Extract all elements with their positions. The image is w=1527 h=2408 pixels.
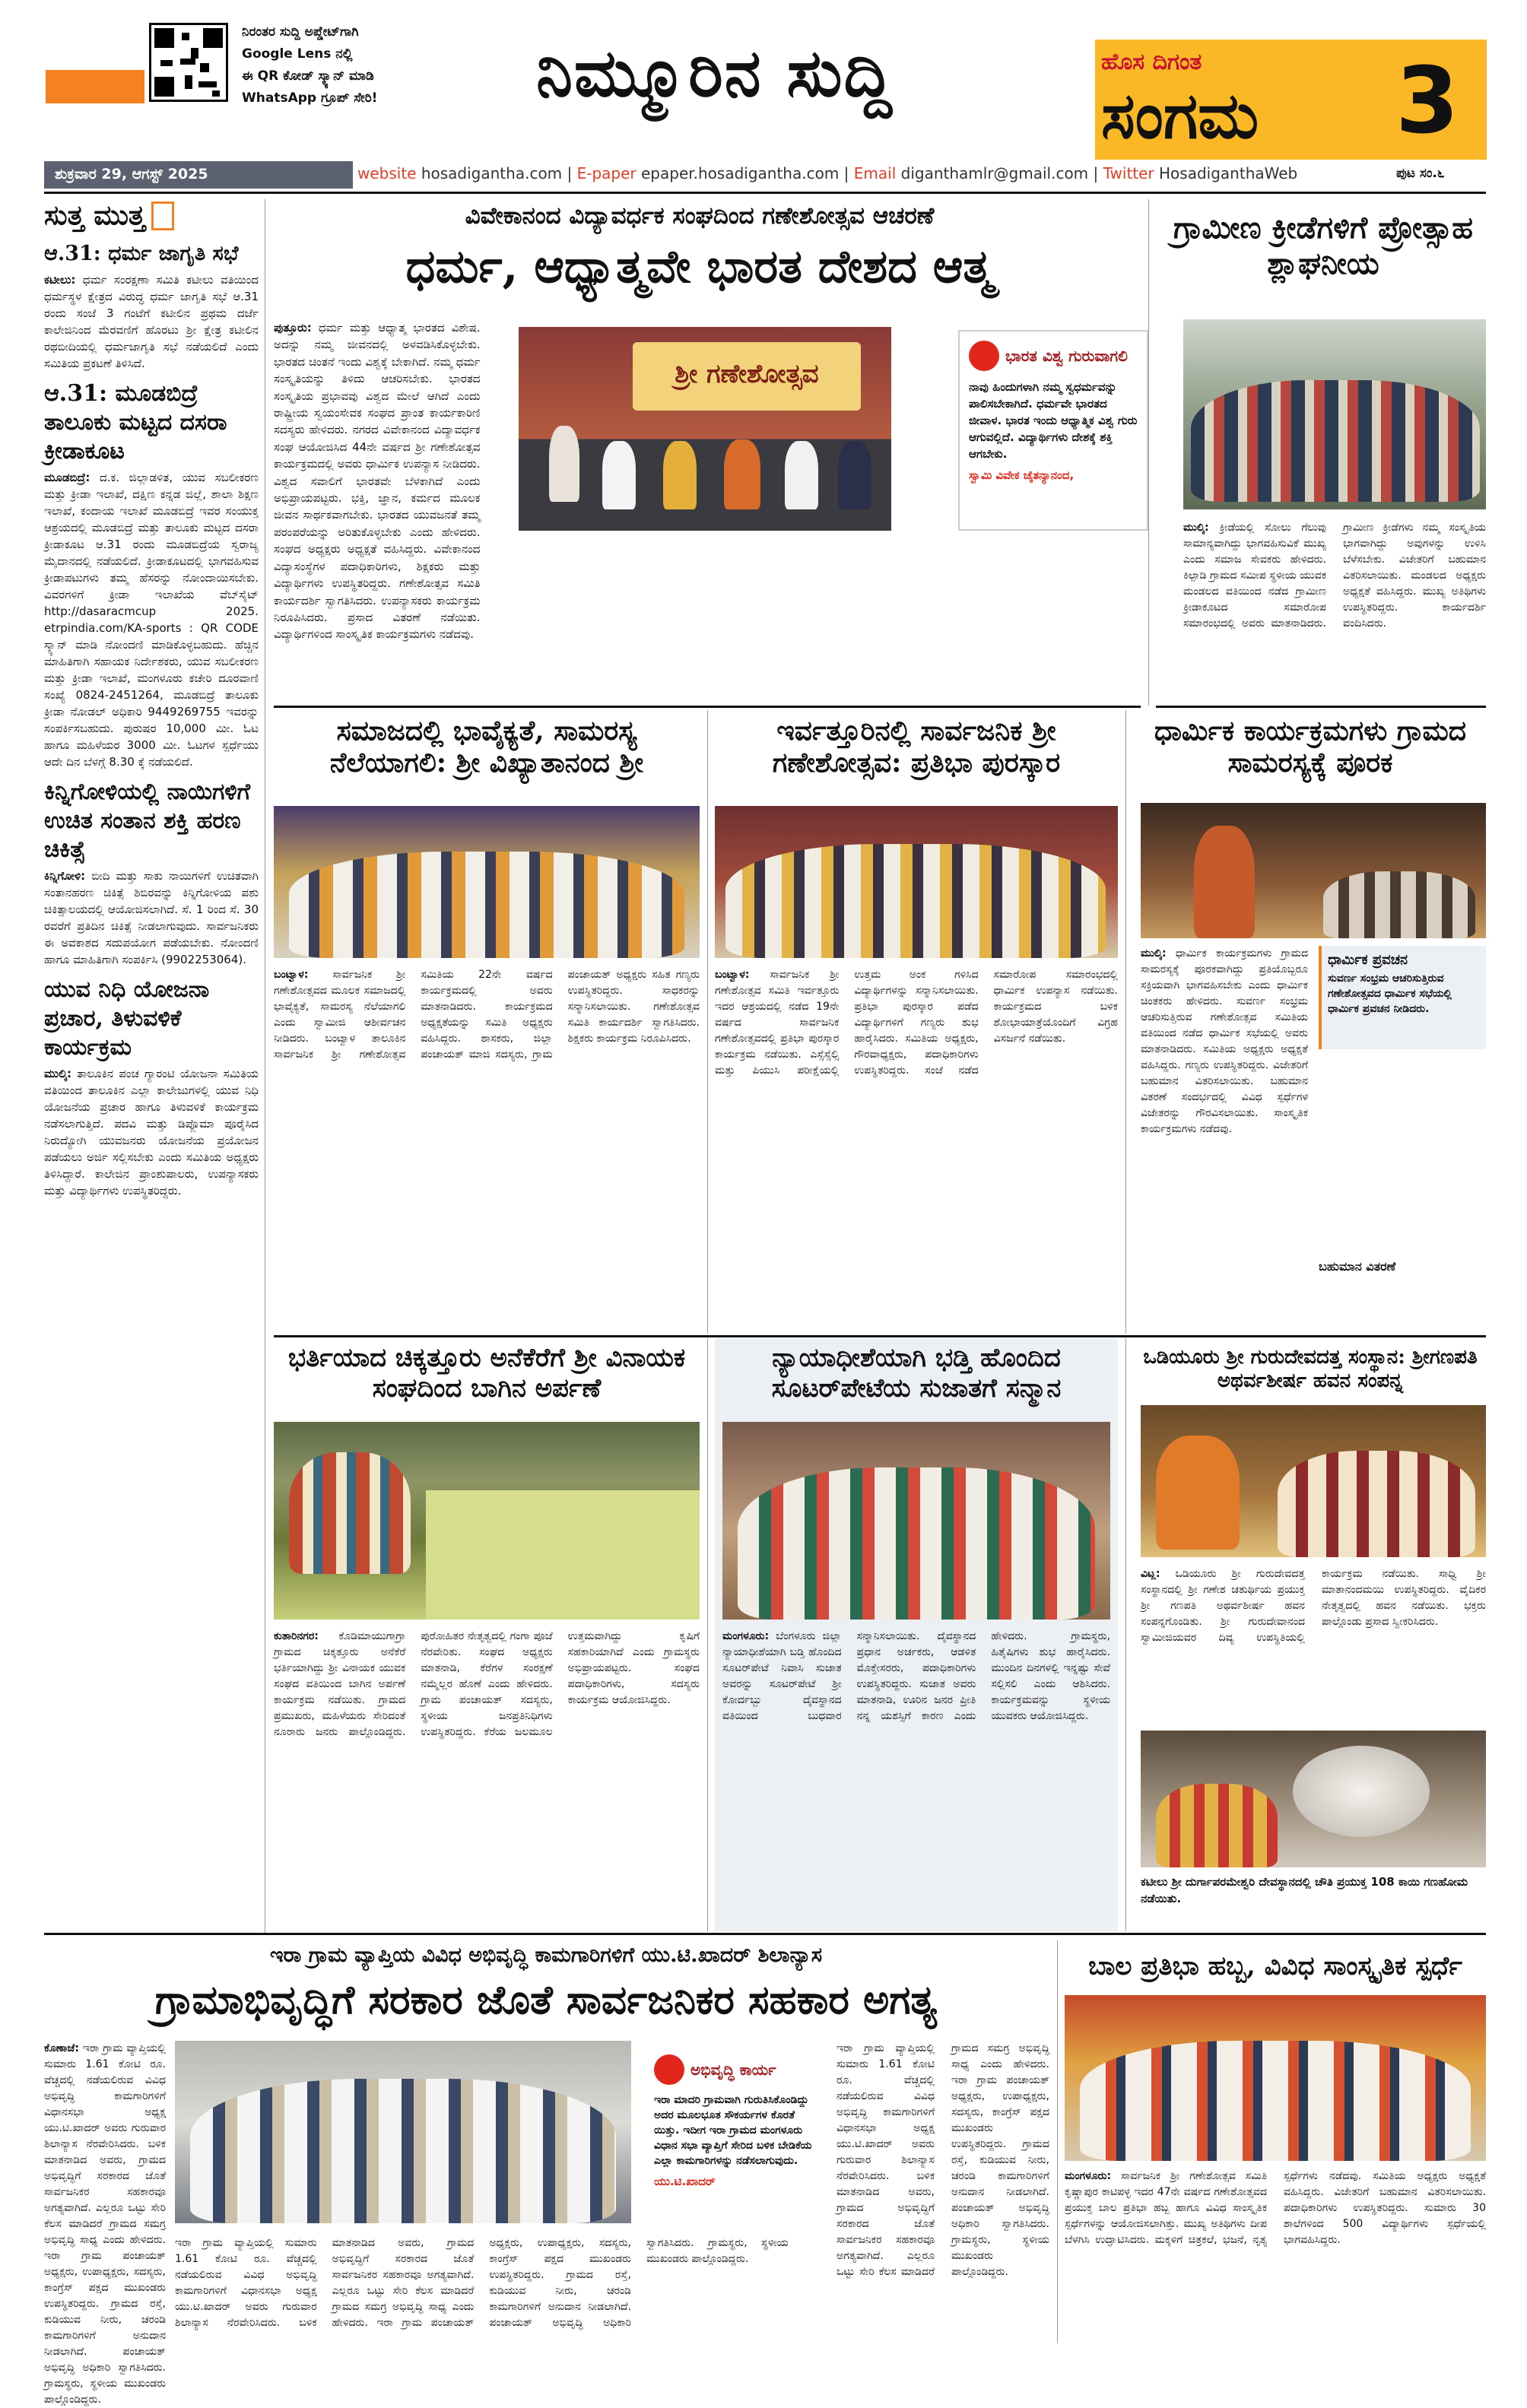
homa-smoke	[1293, 1746, 1430, 1837]
story-kicker: ಇರಾ ಗ್ರಾಮ ವ್ಯಾಪ್ತಿಯ ವಿವಿಧ ಅಭಿವೃದ್ಧಿ ಕಾಮಗಾರಿಗಳಿಗೆ ಯು.ಟಿ.ಖಾದರ್ ಶಿಲಾನ್ಯಾಸ	[269, 1943, 823, 1967]
group-photo-crowd	[190, 2079, 616, 2223]
qr-code-icon[interactable]	[149, 23, 228, 102]
story-headline: ಧಾರ್ಮಿಕ ಕಾರ್ಯಕ್ರಮಗಳು ಗ್ರಾಮದ ಸಾಮರಸ್ಯಕ್ಕೆ ಪೂರಕ	[1154, 715, 1467, 779]
qr-note-line: ನಿರಂತರ ಸುದ್ದಿ ಅಪ್ಡೇಟ್‌ಗಾಗಿ	[242, 24, 359, 40]
story-text: ಒಡಿಯೂರು ಶ್ರೀ ಗುರುದೇವದತ್ತ ಸಂಸ್ಥಾನದಲ್ಲಿ ಶ್ರೀ ಗಣೇಶ ಚತುರ್ಥಿಯ ಪ್ರಯುಕ್ತ ಶ್ರೀ ಗಣಪತಿ ಅಥರ್ವಶೀರ್ಷ ಹವನ ಸಂಪನ್ನಗೊಂಡಿತು. ಶ್ರೀ ಗುರುದೇವಾನಂದ ಸ್ವಾಮೀಜಿಯವರ ದಿವ್ಯ ಉಪಸ್ಥಿತಿಯಲ್ಲಿ ಕಾರ್ಯಕ್ರಮ ನಡೆಯಿತು. ಸಾಧ್ವಿ ಶ್ರೀ ಮಾತಾನಂದಮಯಿ ಉಪಸ್ಥಿತರಿದ್ದರು. ವೈದಿಕರ ನೇತೃತ್ವದಲ್ಲಿ ಹವನ ನಡೆಯಿತು. ಭಕ್ತರು ಪಾಲ್ಗೊಂಡು ಪ್ರಸಾದ ಸ್ವೀಕರಿಸಿದರು.	[1141, 1568, 1486, 1644]
left-briefs-column	[44, 199, 259, 1933]
group-photo-crowd	[1156, 1784, 1278, 1867]
column-divider	[707, 710, 708, 1334]
epaper-link[interactable]: epaper.hosadigantha.com	[641, 164, 840, 182]
story-photo	[274, 806, 700, 958]
quote-text: ನಾವು ಹಿಂದುಗಳಾಗಿ ನಮ್ಮ ಸ್ವಧರ್ಮವನ್ನು ಪಾಲಿಸಬೇಕಾಗಿದೆ. ಧರ್ಮವೇ ಭಾರತದ ಜೀವಾಳ. ಭಾರತ ಇಂದು ಆಧ್ಯಾತ್ಮಿಕ ವಿಶ್ವ ಗುರು ಆಗುವಲ್ಲಿದೆ. ವಿದ್ಯಾರ್ಥಿಗಳು ದೇಶಕ್ಕೆ ಶಕ್ತಿ ಆಗಬೇಕು.	[969, 380, 1138, 461]
group-photo-crowd	[1080, 2041, 1471, 2161]
story-headline: ಗ್ರಾಮಾಭಿವೃದ್ಧಿಗೆ ಸರಕಾರ ಜೊತೆ ಸಾರ್ವಜನಿಕರ ಸಹಕಾರ ಅಗತ್ಯ	[154, 1977, 938, 2023]
group-photo-crowd	[1191, 380, 1480, 502]
photo-banner: ಶ್ರೀ ಗಣೇಶೋತ್ಸವ	[633, 342, 861, 411]
priest-figure	[1156, 1436, 1240, 1550]
section-heading	[44, 199, 259, 232]
speaker-figure	[1194, 826, 1255, 938]
story-dateline: ವಿಟ್ಲ:	[1141, 1568, 1160, 1580]
brief-text: ದ.ಕ. ಜಿಲ್ಲಾಡಳಿತ, ಯುವ ಸಬಲೀಕರಣ ಮತ್ತು ಕ್ರೀಡಾ ಇಲಾಖೆ, ದಕ್ಷಿಣ ಕನ್ನಡ ಜಿಲ್ಲೆ, ಶಾಲಾ ಶಿಕ್ಷಣ ಇಲಾಖೆ, ಕಂದಾಯ ಇಲಾಖೆ ಮೂಡಬಿದ್ರೆ ಇವರ ಸಂಯುಕ್ತ ಆಶ್ರಯದಲ್ಲಿ ಮೂಡಬಿದ್ರೆ ಮತ್ತು ತಾಲೂಕು ಮಟ್ಟದ ದಸರಾ ಕ್ರೀಡಾಕೂಟ ಆ.31 ರಂದು ಮೂಡಬಿದ್ರೆಯ ಸ್ವರಾಜ್ಯ ಮೈದಾನದಲ್ಲಿ ನಡೆಯಲಿದೆ. ಕ್ರೀಡಾಕೂಟದಲ್ಲಿ ಭಾಗವಹಿಸುವ ಕ್ರೀಡಾಪಟುಗಳು ತಮ್ಮ ಹೆಸರನ್ನು ನೋಂದಾಯಿಸಬೇಕು. ವಿವರಗಳಿಗೆ ಕ್ರೀಡಾ ಇಲಾಖೆಯ ವೆಬ್‌ಸೈಟ್ http://dasaracmcup 2025. etrpindia.com/KA-sports : QR CODE ಸ್ಕ್ಯಾನ್ ಮಾಡಿ ನೋಂದಣಿ ಮಾಡಿಕೊಳ್ಳಬಹುದು. ಹೆಚ್ಚಿನ ಮಾಹಿತಿಗಾಗಿ ಸಹಾಯಕ ನಿರ್ದೇಶಕರು, ಯುವ ಸಬಲೀಕರಣ ಮತ್ತು ಕ್ರೀಡಾ ಇಲಾಖೆ, ಮಂಗಳೂರು ಕಚೇರಿ ದೂರವಾಣಿ ಸಂಖ್ಯೆ 0824-2451264, ಮೂಡಬಿದ್ರೆ ತಾಲೂಕು ಕ್ರೀಡಾ ನೋಡಲ್ ಅಧಿಕಾರಿ 9449269755 ಇವರನ್ನು ಸಂಪರ್ಕಿಸಬಹುದು. ಪುರುಷರ 10,000 ಮೀ. ಓಟ ಹಾಗೂ ಮಹಿಳೆಯರ 3000 ಮೀ. ಓಟಗಳ ಸ್ಪರ್ಧೆಯು ಆದೇ ದಿನ ಬೆಳಗ್ಗೆ 8.30 ಕ್ಕೆ ನಡೆಯಲಿದೆ.	[44, 471, 259, 769]
story-text: ಇರಾ ಗ್ರಾಮ ವ್ಯಾಪ್ತಿಯಲ್ಲಿ ಸುಮಾರು 1.61 ಕೋಟಿ ರೂ. ವೆಚ್ಚದಲ್ಲಿ ನಡೆಯಲಿರುವ ವಿವಿಧ ಅಭಿವೃದ್ಧಿ ಕಾಮಗಾರಿಗಳಿಗೆ ವಿಧಾನಸಭಾ ಅಧ್ಯಕ್ಷ ಯು.ಟಿ.ಖಾದರ್ ಅವರು ಗುರುವಾರ ಶಿಲಾನ್ಯಾಸ ನೆರವೇರಿಸಿದರು. ಬಳಿಕ ಮಾತನಾಡಿದ ಅವರು, ಗ್ರಾಮದ ಅಭಿವೃದ್ಧಿಗೆ ಸರಕಾರದ ಜೊತೆ ಸಾರ್ವಜನಿಕರ ಸಹಕಾರವೂ ಅಗತ್ಯವಾಗಿದೆ. ಎಲ್ಲರೂ ಒಟ್ಟು ಸೇರಿ ಕೆಲಸ ಮಾಡಿದರೆ ಗ್ರಾಮದ ಸಮಗ್ರ ಅಭಿವೃದ್ಧಿ ಸಾಧ್ಯ ಎಂದು ಹೇಳಿದರು. ಇರಾ ಗ್ರಾಮ ಪಂಚಾಯತ್ ಅಧ್ಯಕ್ಷರು, ಉಪಾಧ್ಯಕ್ಷರು, ಸದಸ್ಯರು, ಕಾಂಗ್ರೆಸ್ ಪಕ್ಷದ ಮುಖಂಡರು ಉಪಸ್ಥಿತರಿದ್ದರು. ಗ್ರಾಮದ ರಸ್ತೆ, ಕುಡಿಯುವ ನೀರು, ಚರಂಡಿ ಕಾಮಗಾರಿಗಳಿಗೆ ಅನುದಾನ ನೀಡಲಾಗಿದೆ. ಪಂಚಾಯತ್ ಅಭಿವೃದ್ಧಿ ಅಧಿಕಾರಿ ಸ್ವಾಗತಿಸಿದರು. ಗ್ರಾಮಸ್ಥರು, ಸ್ಥಳೀಯ ಮುಖಂಡರು ಪಾಲ್ಗೊಂಡಿದ್ದರು.	[44, 2042, 166, 2406]
story-dateline: ಬಂಟ್ವಾಳ:	[274, 969, 309, 981]
masthead-color-bar	[46, 70, 144, 103]
brief-body	[44, 271, 259, 372]
group-photo-crowd	[289, 1452, 411, 1574]
column-divider	[1125, 1338, 1126, 1931]
story-photo	[1141, 1405, 1486, 1557]
qr-instructions	[242, 21, 504, 109]
qr-note-line: Google Lens ನಲ್ಲಿ	[242, 46, 353, 62]
email-label: Email	[853, 164, 897, 182]
page-title: ನಿಮ್ಮೂರಿನ ಸುದ್ದಿ	[536, 35, 894, 112]
story-body	[44, 2041, 166, 2406]
brief-item	[44, 379, 259, 770]
brief-text: ಧರ್ಮ ಸಂರಕ್ಷಣಾ ಸಮಿತಿ ಕಟೀಲು ವತಿಯಿಂದ ಧರ್ಮಸ್ಥಳ ಕ್ಷೇತ್ರದ ವಿರುದ್ಧ ಧರ್ಮ ಜಾಗೃತಿ ಸಭೆ ಆ.31 ರಂದು ಸಂಜೆ 3 ಗಂಟೆಗೆ ಕಟೀಲಿನ ಪ್ರಥಮ ದರ್ಜೆ ಕಾಲೇಜಿನಿಂದ ಮೆರವಣಿಗೆ ಹೊರಟು ಶ್ರೀ ಕ್ಷೇತ್ರ ಕಟೀಲಿನ ರಥಬೀದಿಯಲ್ಲಿ ಧರ್ಮಜಾಗೃತಿ ಸಭೆ ನಡೆಯಲಿದೆ ಎಂದು ಸಮಿತಿಯ ಪ್ರಕಟಣೆ ತಿಳಿಸಿದೆ.	[44, 273, 259, 370]
story-body	[715, 967, 1118, 1332]
brief-dateline: ಕಟೀಲು:	[44, 273, 76, 287]
quote-icon	[654, 2054, 684, 2085]
story-text: ಇರಾ ಗ್ರಾಮ ವ್ಯಾಪ್ತಿಯಲ್ಲಿ ಸುಮಾರು 1.61 ಕೋಟಿ ರೂ. ವೆಚ್ಚದಲ್ಲಿ ನಡೆಯಲಿರುವ ವಿವಿಧ ಅಭಿವೃದ್ಧಿ ಕಾಮಗಾರಿಗಳಿಗೆ ವಿಧಾನಸಭಾ ಅಧ್ಯಕ್ಷ ಯು.ಟಿ.ಖಾದರ್ ಅವರು ಗುರುವಾರ ಶಿಲಾನ್ಯಾಸ ನೆರವೇರಿಸಿದರು. ಬಳಿಕ ಮಾತನಾಡಿದ ಅವರು, ಗ್ರಾಮದ ಅಭಿವೃದ್ಧಿಗೆ ಸರಕಾರದ ಜೊತೆ ಸಾರ್ವಜನಿಕರ ಸಹಕಾರವೂ ಅಗತ್ಯವಾಗಿದೆ. ಎಲ್ಲರೂ ಒಟ್ಟು ಸೇರಿ ಕೆಲಸ ಮಾಡಿದರೆ ಗ್ರಾಮದ ಸಮಗ್ರ ಅಭಿವೃದ್ಧಿ ಸಾಧ್ಯ ಎಂದು ಹೇಳಿದರು. ಇರಾ ಗ್ರಾಮ ಪಂಚಾಯತ್ ಅಧ್ಯಕ್ಷರು, ಉಪಾಧ್ಯಕ್ಷರು, ಸದಸ್ಯರು, ಕಾಂಗ್ರೆಸ್ ಪಕ್ಷದ ಮುಖಂಡರು ಉಪಸ್ಥಿತರಿದ್ದರು. ಗ್ರಾಮದ ರಸ್ತೆ, ಕುಡಿಯುವ ನೀರು, ಚರಂಡಿ ಕಾಮಗಾರಿಗಳಿಗೆ ಅನುದಾನ ನೀಡಲಾಗಿದೆ. ಪಂಚಾಯತ್ ಅಭಿವೃದ್ಧಿ ಅಧಿಕಾರಿ ಸ್ವಾಗತಿಸಿದರು. ಗ್ರಾಮಸ್ಥರು, ಸ್ಥಳೀಯ ಮುಖಂಡರು ಪಾಲ್ಗೊಂಡಿದ್ದರು.	[175, 2237, 789, 2329]
quote-author: ಯು.ಟಿ.ಖಾದರ್	[654, 2175, 716, 2188]
contact-links: website hosadigantha.com | E-paper epaper.hosadigantha.com | Email diganthamlr@gmail.com | Twitter HosadiganthaWeb	[357, 164, 1298, 182]
pull-quote	[645, 2045, 824, 2228]
story-photo	[1141, 803, 1486, 938]
section-name: ಸಂಗಮ	[1101, 78, 1259, 153]
story-text: ಧರ್ಮ ಮತ್ತು ಆಧ್ಯಾತ್ಮ ಭಾರತದ ವಿಶೇಷ. ಅದನ್ನು ನಮ್ಮ ಜೀವನದಲ್ಲಿ ಅಳವಡಿಸಿಕೊಳ್ಳಬೇಕು. ಭಾರತದ ಚಿಂತನೆ ಇಂದು ವಿಶ್ವಕ್ಕೆ ಬೇಕಾಗಿದೆ. ನಮ್ಮ ಧರ್ಮ ಸಂಸ್ಕೃತಿಯನ್ನು ತಿಳಿದು ಆಚರಿಸಬೇಕು. ಭಾರತದ ಸಂಸ್ಕೃತಿಯ ಪ್ರಭಾವವು ವಿಶ್ವದ ಮೇಲೆ ಆಗಿದೆ ಎಂದು ರಾಷ್ಟ್ರೀಯ ಸ್ವಯಂಸೇವಕ ಸಂಘದ ಪ್ರಾಂತ ಕಾರ್ಯಕಾರಿಣಿ ಸದಸ್ಯರು ಹೇಳಿದರು. ನಗರದ ವಿವೇಕಾನಂದ ವಿದ್ಯಾವರ್ಧಕ ಸಂಘ ಆಯೋಜಿಸಿದ 44ನೇ ವರ್ಷದ ಶ್ರೀ ಗಣೇಶೋತ್ಸವ ಕಾರ್ಯಕ್ರಮದಲ್ಲಿ ಅವರು ಧಾರ್ಮಿಕ ಉಪನ್ಯಾಸ ನೀಡಿದರು. ವಿಶ್ವದ ಸವಾಲಿಗೆ ಭಾರತವೇ ಬೆಳಕಾಗಿದೆ ಎಂದು ಅಭಿಪ್ರಾಯಪಟ್ಟರು. ಭಕ್ತಿ, ಜ್ಞಾನ, ಕರ್ಮದ ಮೂಲಕ ಜೀವನ ಸಾರ್ಥಕವಾಗಬೇಕು. ಭಾರತದ ಯುವಜನತೆ ತಮ್ಮ ಪರಂಪರೆಯನ್ನು ಅರಿತುಕೊಳ್ಳಬೇಕು ಎಂದು ಹೇಳಿದರು. ಸಂಘದ ಅಧ್ಯಕ್ಷರು ಅಧ್ಯಕ್ಷತೆ ವಹಿಸಿದ್ದರು. ವಿವೇಕಾನಂದ ವಿದ್ಯಾಸಂಸ್ಥೆಗಳ ಪದಾಧಿಕಾರಿಗಳು, ಶಿಕ್ಷಕರು ಮತ್ತು ವಿದ್ಯಾರ್ಥಿಗಳು ಉಪಸ್ಥಿತರಿದ್ದರು. ಗಣೇಶೋತ್ಸವ ಸಮಿತಿ ಕಾರ್ಯದರ್ಶಿ ಸ್ವಾಗತಿಸಿದರು. ಉಪನ್ಯಾಸಕರು ಕಾರ್ಯಕ್ರಮ ನಿರೂಪಿಸಿದರು. ಪ್ರಸಾದ ವಿತರಣೆ ನಡೆಯಿತು. ವಿದ್ಯಾರ್ಥಿಗಳಿಂದ ಸಾಂಸ್ಕೃತಿಕ ಕಾರ್ಯಕ್ರಮಗಳು ನಡೆದವು.	[274, 321, 481, 642]
book-icon	[151, 201, 174, 230]
email-link[interactable]: diganthamlr@gmail.com	[900, 164, 1089, 182]
twitter-link[interactable]: HosadiganthaWeb	[1159, 164, 1298, 182]
story-headline: ಧರ್ಮ, ಆಧ್ಯಾತ್ಮವೇ ಭಾರತ ದೇಶದ ಆತ್ಮ	[405, 240, 994, 293]
story-dateline: ಪುತ್ತೂರು:	[274, 321, 312, 335]
masthead-rule	[44, 192, 1486, 194]
brief-item	[44, 976, 259, 1199]
story-kicker: ವಿವೇಕಾನಂದ ವಿದ್ಯಾವರ್ಧಕ ಸಂಘದಿಂದ ಗಣೇಶೋತ್ಸವ ಆಚರಣೆ	[465, 202, 935, 230]
website-label: website	[357, 164, 417, 182]
story-body	[274, 967, 700, 1332]
qr-note-line: ಈ QR ಕೋಡ್ ಸ್ಕ್ಯಾನ್ ಮಾಡಿ	[242, 68, 374, 84]
story-text: ಧಾರ್ಮಿಕ ಕಾರ್ಯಕ್ರಮಗಳು ಗ್ರಾಮದ ಸಾಮರಸ್ಯಕ್ಕೆ ಪೂರಕವಾಗಿದ್ದು ಪ್ರತಿಯೊಬ್ಬರೂ ಸಕ್ರಿಯವಾಗಿ ಭಾಗವಹಿಸಬೇಕು ಎಂದು ಧಾರ್ಮಿಕ ಚಿಂತಕರು ಹೇಳಿದರು. ಸುವರ್ಣ ಸಂಭ್ರಮ ಆಚರಿಸುತ್ತಿರುವ ಗಣೇಶೋತ್ಸವ ಸಮಿತಿಯ ವತಿಯಿಂದ ನಡೆದ ಧಾರ್ಮಿಕ ಸಭೆಯಲ್ಲಿ ಅವರು ಮಾತನಾಡಿದರು. ಸಮಿತಿಯ ಅಧ್ಯಕ್ಷರು ಅಧ್ಯಕ್ಷತೆ ವಹಿಸಿದ್ದರು. ಗಣ್ಯರು ಉಪಸ್ಥಿತರಿದ್ದರು. ವಿಜೇತರಿಗೆ ಬಹುಮಾನ ವಿತರಿಸಲಾಯಿತು. ಬಹುಮಾನ ವಿತರಣೆ ಸಂದರ್ಭದಲ್ಲಿ ವಿವಿಧ ಸ್ಪರ್ಧೆಗಳ ವಿಜೇತರನ್ನು ಗೌರವಿಸಲಾಯಿತು. ಸಾಂಸ್ಕೃತಿಕ ಕಾರ್ಯಕ್ರಮಗಳು ನಡೆದವು.	[1141, 947, 1308, 1135]
story-photo	[274, 1422, 700, 1620]
brief-body	[44, 469, 259, 770]
story-text: ಕೊಡಿಮಾಯುಗಾಗ್ರಾ ಗ್ರಾಮದ ಚಿಕ್ಕತ್ತೂರು ಅನೆಕೆರೆ ಭರ್ತಿಯಾಗಿದ್ದು ಶ್ರೀ ವಿನಾಯಕ ಯುವಕ ಸಂಘದ ವತಿಯಿಂದ ಬಾಗಿನ ಅರ್ಪಣೆ ಕಾರ್ಯಕ್ರಮ ನಡೆಯಿತು. ಗ್ರಾಮದ ಪ್ರಮುಖರು, ಮಹಿಳೆಯರು ಸೇರಿದಂತೆ ನೂರಾರು ಜನರು ಪಾಲ್ಗೊಂಡಿದ್ದರು. ಪುರೋಹಿತರ ನೇತೃತ್ವದಲ್ಲಿ ಗಂಗಾ ಪೂಜೆ ನೆರವೇರಿತು. ಸಂಘದ ಅಧ್ಯಕ್ಷರು ಮಾತನಾಡಿ, ಕೆರೆಗಳ ಸಂರಕ್ಷಣೆ ನಮ್ಮೆಲ್ಲರ ಹೊಣೆ ಎಂದು ಹೇಳಿದರು. ಗ್ರಾಮ ಪಂಚಾಯತ್ ಸದಸ್ಯರು, ಸ್ಥಳೀಯ ಜನಪ್ರತಿನಿಧಿಗಳು ಉಪಸ್ಥಿತರಿದ್ದರು. ಕೆರೆಯ ಜಲಮೂಲ ಉತ್ತಮವಾಗಿದ್ದು ಕೃಷಿಗೆ ಸಹಕಾರಿಯಾಗಿದೆ ಎಂದು ಗ್ರಾಮಸ್ಥರು ಅಭಿಪ್ರಾಯಪಟ್ಟರು. ಸಂಘದ ಪದಾಧಿಕಾರಿಗಳು, ಸದಸ್ಯರು ಕಾರ್ಯಕ್ರಮ ಆಯೋಜಿಸಿದ್ದರು.	[274, 1630, 700, 1738]
section-heading-text: ಸುತ್ತ ಮುತ್ತ	[44, 199, 146, 231]
website-link[interactable]: hosadigantha.com	[421, 164, 563, 182]
brief-body	[44, 868, 259, 968]
story-text: ಕ್ರೀಡೆಯಲ್ಲಿ ಸೋಲು ಗೆಲುವು ಸಾಮಾನ್ಯವಾಗಿದ್ದು ಭಾಗವಹಿಸುವಿಕೆ ಮುಖ್ಯ ಎಂದು ಸಮಾಜ ಸೇವಕರು ಹೇಳಿದರು. ಕಿಲ್ಪಾಡಿ ಗ್ರಾಮದ ಸಮೀಪ ಸ್ಥಳೀಯ ಯುವಕ ಮಂಡಲದ ವತಿಯಿಂದ ನಡೆದ ಗ್ರಾಮೀಣ ಕ್ರೀಡಾಕೂಟದ ಸಮಾರೋಪ ಸಮಾರಂಭದಲ್ಲಿ ಅವರು ಮಾತನಾಡಿದರು. ಗ್ರಾಮೀಣ ಕ್ರೀಡೆಗಳು ನಮ್ಮ ಸಂಸ್ಕೃತಿಯ ಭಾಗವಾಗಿದ್ದು ಅವುಗಳನ್ನು ಉಳಿಸಿ ಬೆಳೆಸಬೇಕು. ವಿಜೇತರಿಗೆ ಬಹುಮಾನ ವಿತರಿಸಲಾಯಿತು. ಮಂಡಲದ ಅಧ್ಯಕ್ಷರು ಅಧ್ಯಕ್ಷತೆ ವಹಿಸಿದ್ದರು. ಮುಖ್ಯ ಅತಿಥಿಗಳು ಉಪಸ್ಥಿತರಿದ್ದರು. ಕಾರ್ಯದರ್ಶಿ ವಂದಿಸಿದರು.	[1183, 522, 1486, 630]
story-text: ಸಾರ್ವಜನಿಕ ಶ್ರೀ ಗಣೇಶೋತ್ಸವ ಸಮಿತಿ ಕೃಷ್ಣಾಪುರ ಕಾಟಿಪಳ್ಳ ಇದರ 47ನೇ ವರ್ಷದ ಗಣೇಶೋತ್ಸವದ ಪ್ರಯುಕ್ತ ಬಾಲ ಪ್ರತಿಭಾ ಹಬ್ಬ ಹಾಗೂ ವಿವಿಧ ಸಾಂಸ್ಕೃತಿಕ ಸ್ಪರ್ಧೆಗಳನ್ನು ಆಯೋಜಿಸಲಾಗಿತ್ತು. ಮುಖ್ಯ ಅತಿಥಿಗಳು ದೀಪ ಬೆಳಗಿಸಿ ಉದ್ಘಾಟಿಸಿದರು. ಮಕ್ಕಳಿಗೆ ಚಿತ್ರಕಲೆ, ಭಜನೆ, ನೃತ್ಯ ಸ್ಪರ್ಧೆಗಳು ನಡೆದವು. ಸಮಿತಿಯ ಅಧ್ಯಕ್ಷರು ಅಧ್ಯಕ್ಷತೆ ವಹಿಸಿದ್ದರು. ವಿಜೇತರಿಗೆ ಬಹುಮಾನ ವಿತರಿಸಲಾಯಿತು. ಪದಾಧಿಕಾರಿಗಳು ಉಪಸ್ಥಿತರಿದ್ದರು. ಸುಮಾರು 30 ಶಾಲೆಗಳಿಂದ 500 ವಿದ್ಯಾರ್ಥಿಗಳು ಸ್ಪರ್ಧೆಯಲ್ಲಿ ಭಾಗವಹಿಸಿದ್ದರು.	[1065, 2170, 1486, 2246]
qr-note-line: WhatsApp ಗ್ರೂಪ್ ಸೇರಿ!	[242, 90, 378, 106]
story-rule	[274, 1335, 1486, 1337]
column-divider	[1125, 710, 1126, 1334]
story-text: ಸಾರ್ವಜನಿಕ ಶ್ರೀ ಗಣೇಶೋತ್ಸವ ಸಮಿತಿ ಇರ್ವತ್ತೂರು ಇದರ ಆಶ್ರಯದಲ್ಲಿ ನಡೆದ 19ನೇ ವರ್ಷದ ಸಾರ್ವಜನಿಕ ಗಣೇಶೋತ್ಸವದಲ್ಲಿ ಪ್ರತಿಭಾ ಪುರಸ್ಕಾರ ಕಾರ್ಯಕ್ರಮ ನಡೆಯಿತು. ಎಸ್ಸೆಸ್ಸೆಲ್ಸಿ ಮತ್ತು ಪಿಯುಸಿ ಪರೀಕ್ಷೆಯಲ್ಲಿ ಉತ್ತಮ ಅಂಕ ಗಳಿಸಿದ ವಿದ್ಯಾರ್ಥಿಗಳನ್ನು ಸನ್ಮಾನಿಸಲಾಯಿತು. ಪ್ರತಿಭಾ ಪುರಸ್ಕಾರ ಪಡೆದ ವಿದ್ಯಾರ್ಥಿಗಳಿಗೆ ಗಣ್ಯರು ಶುಭ ಹಾರೈಸಿದರು. ಸಮಿತಿಯ ಅಧ್ಯಕ್ಷರು, ಗೌರವಾಧ್ಯಕ್ಷರು, ಪದಾಧಿಕಾರಿಗಳು ಉಪಸ್ಥಿತರಿದ್ದರು. ಸಂಜೆ ನಡೆದ ಸಮಾರೋಪ ಸಮಾರಂಭದಲ್ಲಿ ಧಾರ್ಮಿಕ ಉಪನ್ಯಾಸ ನಡೆಯಿತು. ಕಾರ್ಯಕ್ರಮದ ಬಳಿಕ ಶೋಭಾಯಾತ್ರೆಯೊಂದಿಗೆ ವಿಗ್ರಹ ವಿಸರ್ಜನೆ ನಡೆಯಿತು.	[715, 969, 1118, 1077]
story-dateline: ಮಂಗಳೂರು:	[722, 1630, 770, 1642]
story-dateline: ಕೊಣಾಜೆ:	[44, 2042, 79, 2054]
column-divider	[1057, 1940, 1058, 2343]
story-body-continued	[175, 2235, 789, 2337]
story-dateline: ಮುಲ್ಕಿ:	[1183, 522, 1209, 534]
column-divider	[707, 1338, 708, 1931]
story-body	[1183, 520, 1486, 700]
sidebar-title: ಧಾರ್ಮಿಕ ಪ್ರವಚನ	[1328, 952, 1408, 968]
brief-item	[44, 778, 259, 968]
brief-heading: ಆ.31: ಧರ್ಮ ಜಾಗೃತಿ ಸಭೆ	[44, 242, 239, 265]
story-headline: ಭರ್ತಿಯಾದ ಚಿಕ್ಕತ್ತೂರು ಅನೆಕೆರೆಗೆ ಶ್ರೀ ವಿನಾಯಕ ಸಂಘದಿಂದ ಬಾಗಿನ ಅರ್ಪಣೆ	[287, 1343, 686, 1404]
story-photo	[1183, 319, 1486, 509]
story-body	[722, 1629, 1110, 1930]
temple-photo	[1141, 1731, 1486, 1867]
quote-title: ಭಾರತ ವಿಶ್ವ ಗುರುವಾಗಲಿ	[1005, 347, 1128, 365]
pages-label: ಪುಟ ಸಂ.೬	[1396, 166, 1445, 181]
story-photo	[175, 2041, 631, 2223]
story-headline: ಸಮಾಜದಲ್ಲಿ ಭಾವೈಕ್ಯತೆ, ಸಾಮರಸ್ಯ ನೆಲೆಯಾಗಲಿ: ಶ್ರೀ ವಿಖ್ಯಾತಾನಂದ ಶ್ರೀ	[329, 715, 644, 779]
group-photo-crowd	[738, 1467, 1095, 1620]
story-headline: ನ್ಯಾಯಾಧೀಶೆಯಾಗಿ ಭಡ್ತಿ ಹೊಂದಿದ ಸೂಟರ್‌ಪೇಟೆಯ ಸುಜಾತಗೆ ಸನ್ಮಾನ	[771, 1343, 1062, 1404]
brief-dateline: ಕಿನ್ನಿಗೋಳಿ:	[44, 869, 86, 883]
quote-text: ಇರಾ ಮಾದರಿ ಗ್ರಾಮವಾಗಿ ಗುರುತಿಸಿಕೊಂಡಿದ್ದು ಅದರ ಮೂಲಭೂತ ಸೌಕರ್ಯಗಳ ಕೊರತೆ ಯಿತ್ತು. ಇದೀಗ ಇರಾ ಗ್ರಾಮದ ಮಂಗಳೂರು ವಿಧಾನ ಸಭಾ ವ್ಯಾಪ್ತಿಗೆ ಸೇರಿದ ಬಳಿಕ ಬೇಡಿಕೆಯ ಎಲ್ಲಾ ಕಾಮಗಾರಿಗಳನ್ನು ನಡೆಸಲಾಗುವುದು.	[654, 2094, 812, 2167]
story-headline: ಒಡಿಯೂರು ಶ್ರೀ ಗುರುದೇವದತ್ತ ಸಂಸ್ಥಾನ: ಶ್ರೀಗಣಪತಿ ಅಥರ್ವಶೀರ್ಷ ಹವನ ಸಂಪನ್ನ	[1143, 1346, 1478, 1392]
story-text: ಇರಾ ಗ್ರಾಮ ವ್ಯಾಪ್ತಿಯಲ್ಲಿ ಸುಮಾರು 1.61 ಕೋಟಿ ರೂ. ವೆಚ್ಚದಲ್ಲಿ ನಡೆಯಲಿರುವ ವಿವಿಧ ಅಭಿವೃದ್ಧಿ ಕಾಮಗಾರಿಗಳಿಗೆ ವಿಧಾನಸಭಾ ಅಧ್ಯಕ್ಷ ಯು.ಟಿ.ಖಾದರ್ ಅವರು ಗುರುವಾರ ಶಿಲಾನ್ಯಾಸ ನೆರವೇರಿಸಿದರು. ಬಳಿಕ ಮಾತನಾಡಿದ ಅವರು, ಗ್ರಾಮದ ಅಭಿವೃದ್ಧಿಗೆ ಸರಕಾರದ ಜೊತೆ ಸಾರ್ವಜನಿಕರ ಸಹಕಾರವೂ ಅಗತ್ಯವಾಗಿದೆ. ಎಲ್ಲರೂ ಒಟ್ಟು ಸೇರಿ ಕೆಲಸ ಮಾಡಿದರೆ ಗ್ರಾಮದ ಸಮಗ್ರ ಅಭಿವೃದ್ಧಿ ಸಾಧ್ಯ ಎಂದು ಹೇಳಿದರು. ಇರಾ ಗ್ರಾಮ ಪಂಚಾಯತ್ ಅಧ್ಯಕ್ಷರು, ಉಪಾಧ್ಯಕ್ಷರು, ಸದಸ್ಯರು, ಕಾಂಗ್ರೆಸ್ ಪಕ್ಷದ ಮುಖಂಡರು ಉಪಸ್ಥಿತರಿದ್ದರು. ಗ್ರಾಮದ ರಸ್ತೆ, ಕುಡಿಯುವ ನೀರು, ಚರಂಡಿ ಕಾಮಗಾರಿಗಳಿಗೆ ಅನುದಾನ ನೀಡಲಾಗಿದೆ. ಪಂಚಾಯತ್ ಅಭಿವೃದ್ಧಿ ಅಧಿಕಾರಿ ಸ್ವಾಗತಿಸಿದರು. ಗ್ರಾಮಸ್ಥರು, ಸ್ಥಳೀಯ ಮುಖಂಡರು ಪಾಲ್ಗೊಂಡಿದ್ದರು.	[837, 2042, 1049, 2278]
page-number: 3	[1395, 49, 1459, 154]
brief-heading: ಯುವ ನಿಧಿ ಯೋಜನಾ ಪ್ರಚಾರ, ತಿಳುವಳಿಕೆ ಕಾರ್ಯಕ್ರಮ	[44, 976, 210, 1061]
brand-name: ಹೊಸ ದಿಗಂತ	[1101, 49, 1202, 75]
twitter-label: Twitter	[1103, 164, 1154, 182]
sidebar-text: ಸುವರ್ಣ ಸಂಭ್ರಮ ಆಚರಿಸುತ್ತಿರುವ ಗಣೇಶೋತ್ಸವದ ಧಾರ್ಮಿಕ ಸಭೆಯಲ್ಲಿ ಧಾರ್ಮಿಕ ಪ್ರವಚನ ನೀಡಿದರು.	[1328, 972, 1452, 1015]
group-photo-crowd	[725, 844, 1106, 958]
story-body	[274, 1629, 700, 1930]
story-body	[1065, 2168, 1486, 2339]
sidebar-box	[1319, 946, 1486, 1049]
story-headline: ಬಾಲ ಪ್ರತಿಭಾ ಹಬ್ಬ, ವಿವಿಧ ಸಾಂಸ್ಕೃತಿಕ ಸ್ಪರ್ಧೆ	[1088, 1951, 1462, 1981]
brief-text: ತಾಲೂಕಿನ ಪಂಚ ಗ್ಯಾರಂಟಿ ಯೋಜನಾ ಸಮಿತಿಯ ವತಿಯಿಂದ ತಾಲೂಕಿನ ಎಲ್ಲಾ ಕಾಲೇಜುಗಳಲ್ಲಿ ಯುವ ನಿಧಿ ಯೋಜನೆಯ ಪ್ರಚಾರ ಹಾಗೂ ತಿಳುವಳಿಕೆ ಕಾರ್ಯಕ್ರಮ ನಡೆಸಲಾಗುತ್ತಿದೆ. ಪದವಿ ಮತ್ತು ಡಿಪ್ಲೊಮಾ ಪೂರೈಸಿದ ನಿರುದ್ಯೋಗಿ ಯುವಜನರು ಯೋಜನೆಯ ಪ್ರಯೋಜನ ಪಡೆಯಲು ಅರ್ಜಿ ಸಲ್ಲಿಸಬೇಕು ಎಂದು ಸಮಿತಿಯ ಅಧ್ಯಕ್ಷರು ತಿಳಿಸಿದ್ದಾರೆ. ಕಾಲೇಜಿನ ಪ್ರಾಂಶುಪಾಲರು, ಉಪನ್ಯಾಸಕರು ಮತ್ತು ವಿದ್ಯಾರ್ಥಿಗಳು ಉಪಸ್ಥಿತರಿದ್ದರು.	[44, 1067, 259, 1198]
story-headline: ಇರ್ವತ್ತೂರಿನಲ್ಲಿ ಸಾರ್ವಜನಿಕ ಶ್ರೀ ಗಣೇಶೋತ್ಸವ: ಪ್ರತಿಭಾ ಪುರಸ್ಕಾರ	[772, 715, 1061, 779]
story-text: ಸಾರ್ವಜನಿಕ ಶ್ರೀ ಗಣೇಶೋತ್ಸವದ ಮೂಲಕ ಸಮಾಜದಲ್ಲಿ ಭಾವೈಕ್ಯತೆ, ಸಾಮರಸ್ಯ ನೆಲೆಯಾಗಲಿ ಎಂದು ಸ್ವಾಮೀಜಿ ಆಶೀರ್ವಚನ ನೀಡಿದರು. ಬಂಟ್ವಾಳ ತಾಲೂಕಿನ ಸಾರ್ವಜನಿಕ ಶ್ರೀ ಗಣೇಶೋತ್ಸವ ಸಮಿತಿಯ 22ನೇ ವರ್ಷದ ಕಾರ್ಯಕ್ರಮದಲ್ಲಿ ಅವರು ಮಾತನಾಡಿದರು. ಕಾರ್ಯಕ್ರಮದ ಅಧ್ಯಕ್ಷತೆಯನ್ನು ಸಮಿತಿ ಅಧ್ಯಕ್ಷರು ವಹಿಸಿದ್ದರು. ಶಾಸಕರು, ಜಿಲ್ಲಾ ಪಂಚಾಯತ್ ಮಾಜಿ ಸದಸ್ಯರು, ಗ್ರಾಮ ಪಂಚಾಯತ್ ಅಧ್ಯಕ್ಷರು ಸಹಿತ ಗಣ್ಯರು ಉಪಸ್ಥಿತರಿದ್ದರು. ಸಾಧಕರನ್ನು ಸನ್ಮಾನಿಸಲಾಯಿತು. ಗಣೇಶೋತ್ಸವ ಸಮಿತಿ ಕಾರ್ಯದರ್ಶಿ ಸ್ವಾಗತಿಸಿದರು. ಶಿಕ್ಷಕರು ಕಾರ್ಯಕ್ರಮ ನಿರೂಪಿಸಿದರು.	[274, 969, 700, 1061]
brief-dateline: ಮೂಡಬಿದ್ರೆ:	[44, 471, 90, 484]
audience-figures	[1323, 871, 1475, 938]
story-headline: ಗ್ರಾಮೀಣ ಕ್ರೀಡೆಗಳಿಗೆ ಪ್ರೋತ್ಸಾಹ ಶ್ಲಾಘನೀಯ	[1173, 210, 1473, 282]
story-body	[1141, 1566, 1486, 1724]
story-dateline: ಮಂಗಳೂರು:	[1065, 2170, 1112, 2182]
story-photo	[715, 806, 1118, 958]
story-dateline: ಕುತಾರಿನಗರ:	[274, 1630, 319, 1642]
dateline: ಶುಕ್ರವಾರ 29, ಆಗಸ್ಟ್ 2025	[44, 161, 353, 189]
epaper-label: E-paper	[576, 164, 637, 182]
story-rule	[1156, 706, 1486, 708]
brief-dateline: ಮುಲ್ಕಿ:	[44, 1067, 72, 1080]
section-rule	[44, 1933, 1486, 1935]
story-dateline: ಬಂಟ್ವಾಳ:	[715, 969, 750, 981]
story-rule	[274, 706, 1141, 708]
brief-heading: ಆ.31: ಮೂಡಬಿದ್ರೆ ತಾಲೂಕು ಮಟ್ಟದ ದಸರಾ ಕ್ರೀಡಾಕೂಟ	[44, 380, 227, 465]
quote-title: ಅಭಿವೃದ್ಧಿ ಕಾರ್ಯ	[690, 2061, 776, 2079]
story-photo	[722, 1422, 1110, 1620]
group-photo-crowd	[1278, 1451, 1475, 1557]
brief-body	[44, 1065, 259, 1199]
brief-heading: ಕಿನ್ನಿಗೋಳಿಯಲ್ಲಿ ನಾಯಿಗಳಿಗೆ ಉಚಿತ ಸಂತಾನ ಶಕ್ತಿ ಹರಣ ಚಿಕಿತ್ಸೆ	[44, 779, 251, 863]
photo-caption: ಕಟೀಲು ಶ್ರೀ ದುರ್ಗಾಪರಮೇಶ್ವರಿ ದೇವಸ್ಥಾನದಲ್ಲಿ ಚೌತಿ ಪ್ರಯುಕ್ತ 108 ಕಾಯಿ ಗಣಹೋಮ ನಡೆಯಿತು.	[1141, 1875, 1468, 1905]
brief-text: ಬೀದಿ ಮತ್ತು ಸಾಕು ನಾಯಿಗಳಿಗೆ ಉಚಿತವಾಗಿ ಸಂತಾನಹರಣ ಚಿಕಿತ್ಸೆ ಶಿಬಿರವನ್ನು ಕಿನ್ನಿಗೋಳಿಯ ಪಶು ಚಿಕಿತ್ಸಾಲಯದಲ್ಲಿ ಆಯೋಜಿಸಲಾಗಿದೆ. ಸೆ. 1 ರಿಂದ ಸೆ. 30 ರವರೆಗೆ ಪ್ರತಿದಿನ ಚಿಕಿತ್ಸೆ ನೀಡಲಾಗುವುದು. ಸಾರ್ವಜನಿಕರು ಈ ಅವಕಾಶದ ಸದುಪಯೋಗ ಪಡೆಯಬೇಕು. ನೋಂದಣಿ ಹಾಗೂ ಮಾಹಿತಿಗಾಗಿ ಸಂಪರ್ಕಿಸಿ (9902253064).	[44, 869, 259, 966]
tank-water	[426, 1490, 700, 1620]
story-body	[274, 319, 1141, 700]
column-divider	[1148, 199, 1149, 706]
quote-author: ಸ್ವಾಮಿ ವಿವೇಕ ಚೈತನ್ಯಾನಂದ,	[969, 468, 1075, 482]
story-dateline: ಮುಲ್ಕಿ:	[1141, 947, 1167, 960]
story-subhead: ಬಹುಮಾನ ವಿತರಣೆ	[1319, 1259, 1396, 1274]
story-body-side	[837, 2041, 1049, 2337]
story-photo	[1065, 1995, 1486, 2161]
story-text: ಬೆಂಗಳೂರು ಜಿಲ್ಲಾ ನ್ಯಾಯಾಧೀಶೆಯಾಗಿ ಬಡ್ತಿ ಹೊಂದಿದ ಸೂಟರ್‌ಪೇಟೆ ನಿವಾಸಿ ಸುಜಾತ ಅವರನ್ನು ಸೂಟರ್‌ಪೇಟೆ ಶ್ರೀ ಕೋರ್ದಬ್ಬು ದೈವಸ್ಥಾನದ ವತಿಯಿಂದ ಬುಧವಾರ ಸನ್ಮಾನಿಸಲಾಯಿತು. ದೈವಸ್ಥಾನದ ಪ್ರಧಾನ ಅರ್ಚಕರು, ಆಡಳಿತ ಮೊಕ್ತೇಸರರು, ಪದಾಧಿಕಾರಿಗಳು ಉಪಸ್ಥಿತರಿದ್ದರು. ಸುಜಾತ ಅವರು ಮಾತನಾಡಿ, ಊರಿನ ಜನರ ಪ್ರೀತಿ ನನ್ನ ಯಶಸ್ಸಿಗೆ ಕಾರಣ ಎಂದು ಹೇಳಿದರು. ಗ್ರಾಮಸ್ಥರು, ಹಿತೈಷಿಗಳು ಶುಭ ಹಾರೈಸಿದರು. ಮುಂದಿನ ದಿನಗಳಲ್ಲಿ ಇನ್ನಷ್ಟು ಸೇವೆ ಸಲ್ಲಿಸಲಿ ಎಂದು ಆಶಿಸಿದರು. ಕಾರ್ಯಕ್ರಮವನ್ನು ಸ್ಥಳೀಯ ಯುವಕರು ಆಯೋಜಿಸಿದ್ದರು.	[722, 1630, 1110, 1722]
brief-item	[44, 240, 259, 372]
story-body	[1141, 946, 1308, 1326]
group-photo-crowd	[289, 852, 684, 958]
